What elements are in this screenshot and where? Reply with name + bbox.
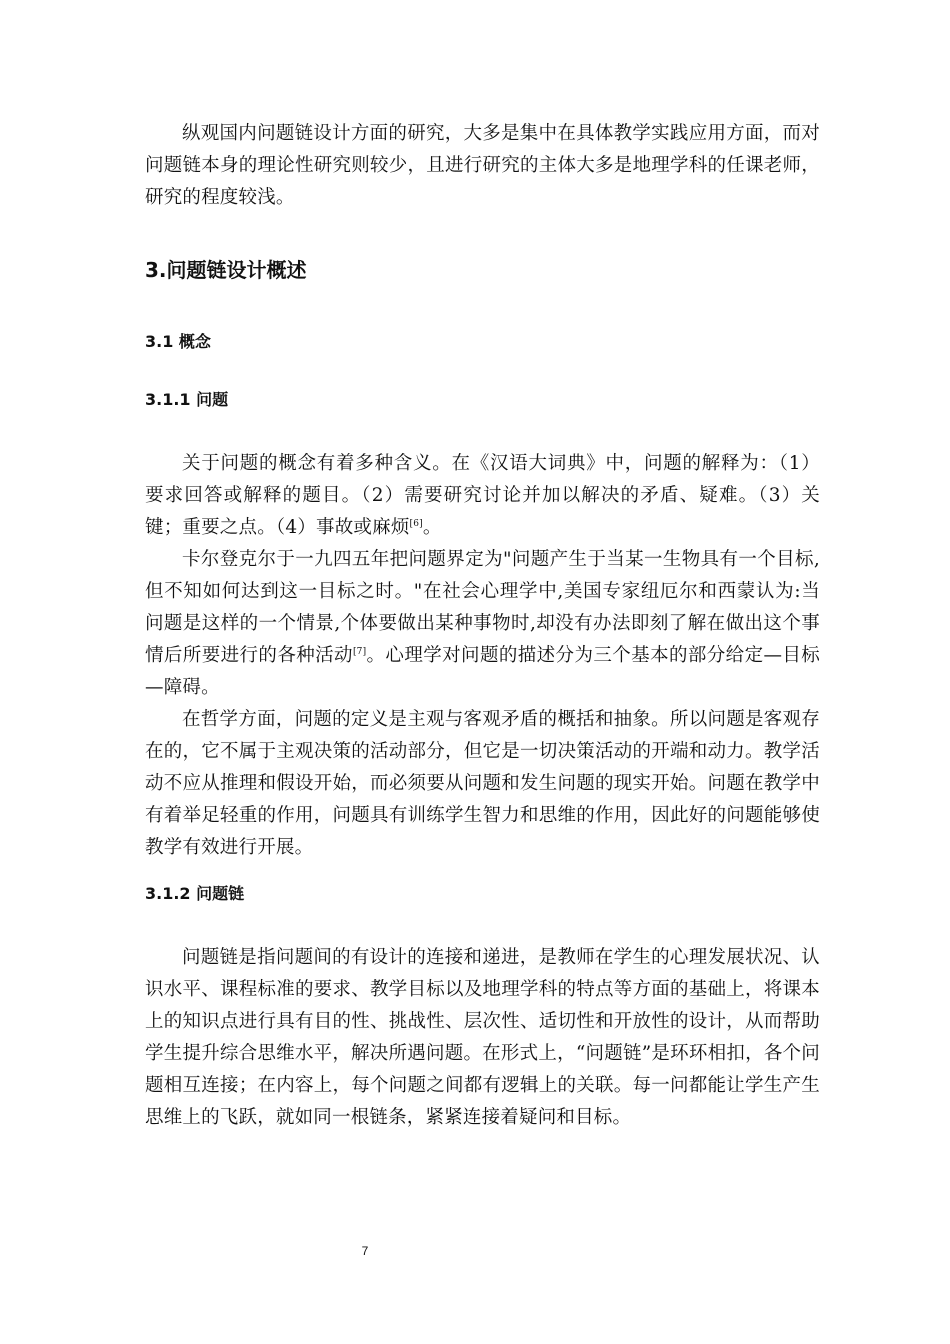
subsection-heading-problem: 3.1.1 问题 bbox=[145, 390, 229, 409]
subsection-heading-problem-chain: 3.1.2 问题链 bbox=[145, 884, 245, 903]
spacer bbox=[145, 356, 820, 386]
problem-paragraph-3: 在哲学方面，问题的定义是主观与客观矛盾的概括和抽象。所以问题是客观存在的，它不属于主观决策的活动部分，但它是一切决策活动的开端和动力。教学活动不应从推理和假设开始，而必须要从问题和发生问题的现实开始。问题在教学中有着举足轻重的作用，问题具有训练学生智力和思维的作用，因此好的问题能够使教学有效进行开展。 bbox=[145, 709, 820, 858]
problem-paragraph-2 bbox=[145, 544, 820, 704]
citation-ref: [6] bbox=[409, 518, 423, 529]
problem-paragraph-1-text: 关于问题的概念有着多种含义。在《汉语大词典》中，问题的解释为：（1）要求回答或解释的题目。（2）需要研究讨论并加以解决的矛盾、疑难。（3）关键；重要之点。（4）事故或麻烦 bbox=[145, 453, 820, 538]
problem-paragraph-1 bbox=[145, 448, 820, 544]
subsection-heading-concept: 3.1 概念 bbox=[145, 332, 211, 351]
section-heading: 3.问题链设计概述 bbox=[145, 258, 307, 282]
intro-paragraph: 纵观国内问题链设计方面的研究，大多是集中在具体教学实践应用方面，而对问题链本身的理论性研究则较少，且进行研究的主体大多是地理学科的任课老师，研究的程度较浅。 bbox=[145, 123, 820, 208]
spacer bbox=[145, 908, 820, 942]
spacer bbox=[145, 214, 820, 254]
problem-paragraph-2-text: 卡尔登克尔于一九四五年把问题界定为"问题产生于当某一生物具有一个目标,但不知如何达到这一目标之时。"在社会心理学中,美国专家纽厄尔和西蒙认为:当问题是这样的一个情景,个体要做出某种事物时,却没有办法即刻了解在做出这个事情后所要进行的各种活动 bbox=[145, 549, 820, 666]
problem-paragraph-1-end: 。 bbox=[422, 517, 442, 538]
spacer bbox=[145, 414, 820, 448]
spacer bbox=[145, 864, 820, 880]
problem-paragraph-2-end: 。心理学对问题的描述分为三个基本的部分给定—目标—障碍。 bbox=[145, 645, 821, 698]
citation-ref: [7] bbox=[352, 646, 367, 657]
problem-chain-paragraph: 问题链是指问题间的有设计的连接和递进，是教师在学生的心理发展状况、认识水平、课程标准的要求、教学目标以及地理学科的特点等方面的基础上，将课本上的知识点进行具有目的性、挑战性、层次性、适切性和开放性的设计，从而帮助学生提升综合思维水平，解决所遇问题。在形式上，“问题链”是环环相扣，各个问题相互连接；在内容上，每个问题之间都有逻辑上的关联。每一问都能让学生产生思维上的飞跃，就如同一根链条，紧紧连接着疑问和目标。 bbox=[145, 947, 820, 1128]
page-content bbox=[145, 118, 820, 1134]
page-number: 7 bbox=[361, 1244, 369, 1258]
spacer bbox=[145, 286, 820, 328]
